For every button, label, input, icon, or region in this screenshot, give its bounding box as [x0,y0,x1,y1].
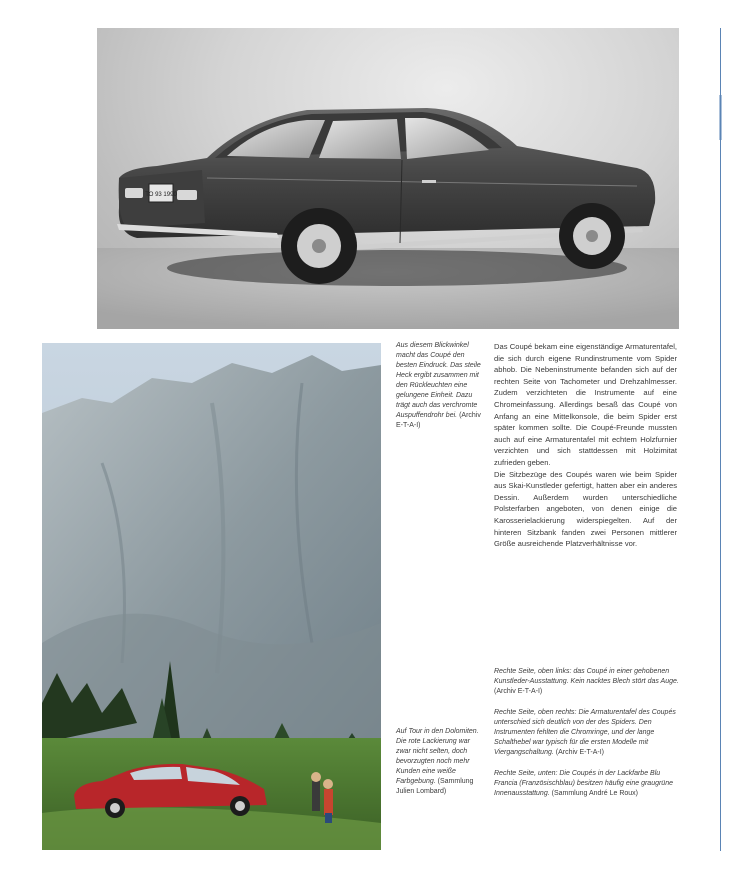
coupe-bw-illustration [97,28,679,329]
caption-bottom-photo [396,727,482,797]
right-caption-1-text: Rechte Seite, oben links: das Coupé in einer gehobenen Kunstleder-Ausstattung. Kein nacktes Blech stört das Auge. [494,668,679,685]
right-caption-3-credit: (Sammlung André Le Roux) [551,790,638,797]
caption-bottom-text: Auf Tour in den Dolomiten. Die rote Lackierung war zwar nicht selten, doch bevorzugten noch mehr Kunden eine weiße Farbgebung. [396,728,479,785]
body-paragraph-2: Die Sitzbezüge des Coupés waren wie beim Spider aus Skai-Kunstleder gefertigt, hatten aber ein anderes Dessin. Außerdem wurden unterschiedliche Polsterfarben angeboten, von denen einige die Karosserielackierung widerspiegelten. Auf der hinteren Sitzbank fanden zwei Personen mittlerer Größe ausreichende Platzverhältnisse vor. [494,469,677,549]
page-edge-line [720,28,721,851]
right-caption-2-text: Rechte Seite, oben rechts: Die Armaturentafel des Coupés unterschied sich deutlich von der des Spiders. Den Instrumenten fehlten die Chromringe, und der lange Schalthebel war typisch für die ersten Modelle mit Viergangschaltung. [494,709,676,756]
right-caption-1-credit: (Archiv E-T-A-I) [494,688,543,695]
right-caption-2-credit: (Archiv E-T-A-I) [555,749,604,756]
page-edge-marker [719,95,722,140]
right-caption-2 [494,708,679,758]
caption-top-photo [396,341,482,431]
right-caption-1 [494,667,679,697]
caption-bottom-credit: (Sammlung Julien Lombard) [396,778,474,795]
right-page-captions [494,667,679,810]
caption-top-text: Aus diesem Blickwinkel macht das Coupé den besten Eindruck. Das steile Heck ergibt zusammen mit den Rückleuchten eine gelungene Einheit. Dazu trägt auch das verchromte Auspuffendrohr bei. [396,342,481,419]
right-caption-3 [494,769,679,799]
right-caption-3-text: Rechte Seite, unten: Die Coupés in der Lackfarbe Blu Francia (Französischblau) besitzen häufig eine graugrüne Innenausstattung. [494,770,673,797]
license-plate: TO 93 1990 [145,192,177,198]
photo-coupe-rear-view [97,28,679,329]
dolomites-illustration [42,343,381,850]
caption-top-credit: (Archiv E-T-A-I) [396,412,481,429]
photo-dolomites-red-coupe [42,343,381,850]
body-paragraph-1: Das Coupé bekam eine eigenständige Armaturentafel, die sich durch eigene Rundinstrumente vom Spider abhob. Die Nebeninstrumente befanden sich auf der rechten Seite von Tachometer und Drehzahlmesser. Zudem verzichteten die Instrumente auf eine Chromeinfassung. Allerdings besaß das Coupé von Anfang an eine Mittelkonsole, die beim Spider erst später kommen sollte. Die Coupé-Freunde mussten auch auf eine Armaturentafel mit echtem Holzfurnier verzichten und sich stattdessen mit Holzimitat zufrieden geben. [494,342,677,467]
body-text [494,341,677,550]
